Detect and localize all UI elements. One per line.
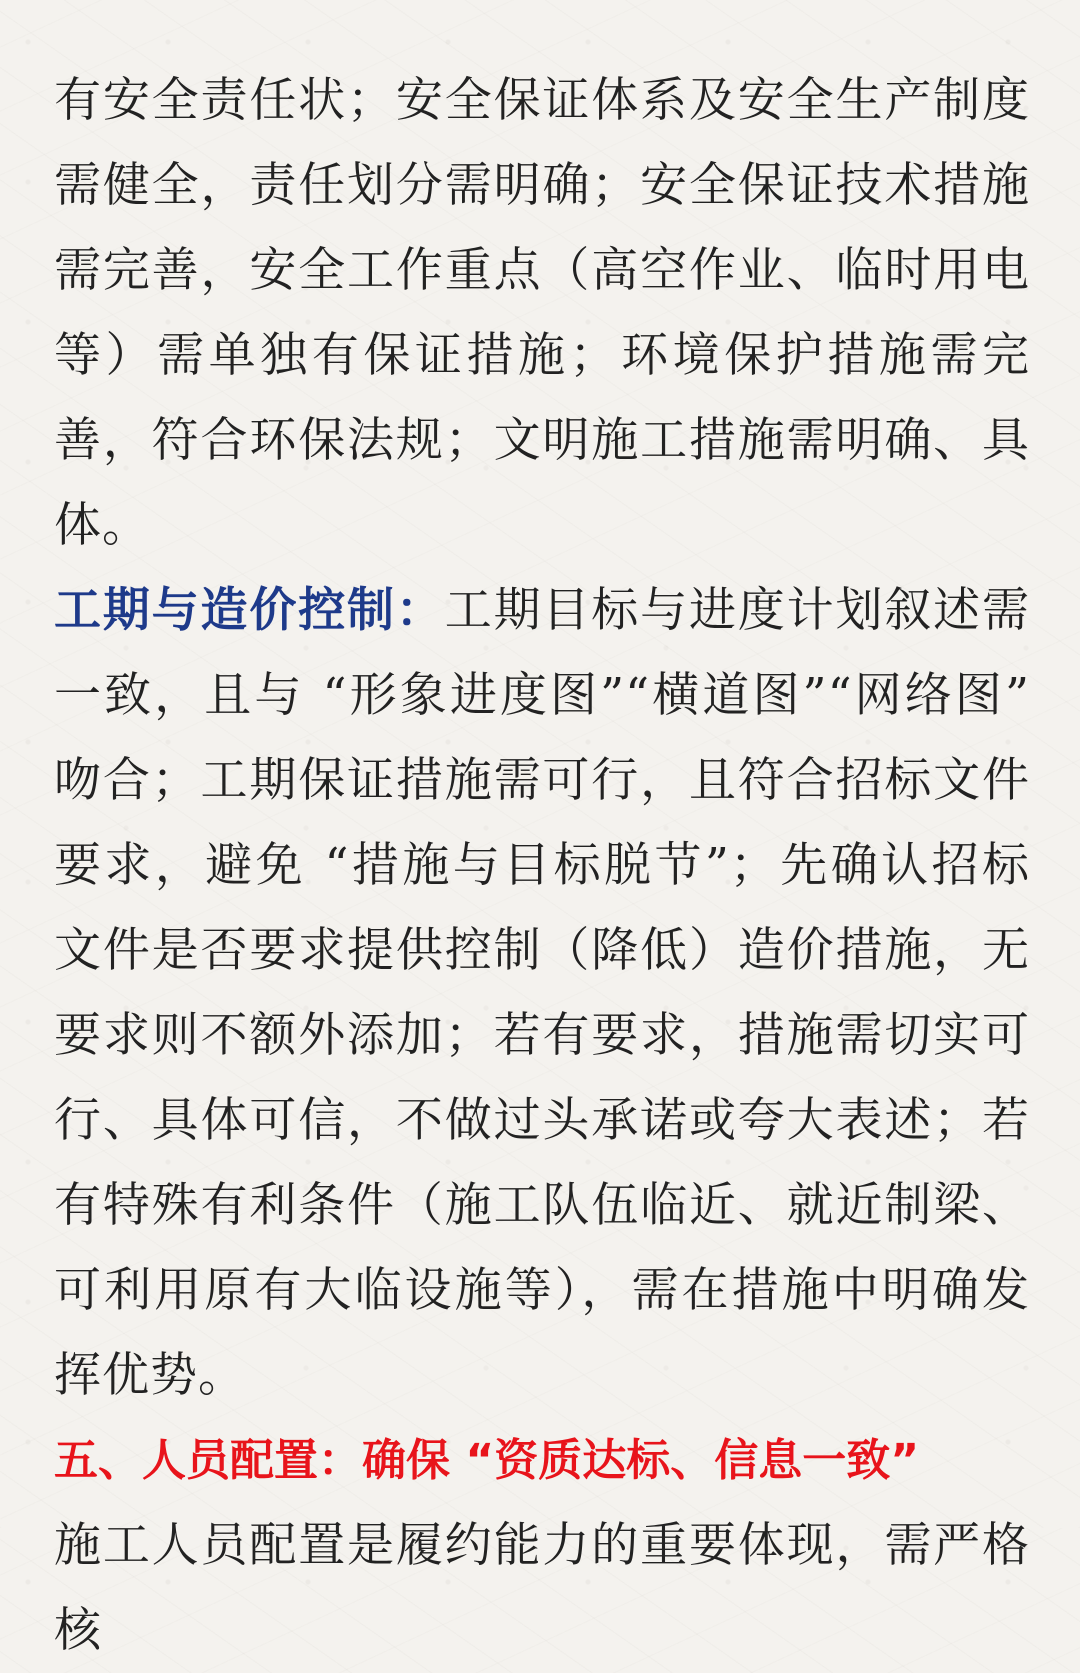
schedule-cost-label: 工期与造价控制：: [54, 583, 445, 638]
paragraph-safety-measures: [54, 58, 1030, 568]
document-page: [54, 58, 1030, 1673]
paragraph-schedule-text: 工期目标与进度计划叙述需一致，且与 “形象进度图”“横道图”“网络图” 吻合；工期保证措施需可行，且符合招标文件要求，避免 “措施与目标脱节”；先确认招标文件是否要求提供控制（降低）造价措施，无要求则不额外添加；若有要求，措施需切实可行、具体可信，不做过头承诺或夸大表述；若有特殊有利条件（施工队伍临近、就近制梁、可利用原有大临设施等），需在措施中明确发挥优势。: [54, 583, 1031, 1403]
paragraph-staff-text: 施工人员配置是履约能力的重要体现，需严格核: [54, 1518, 1030, 1658]
paragraph-staff-config: [54, 1503, 1030, 1673]
paragraph-safety-text: 有安全责任状；安全保证体系及安全生产制度需健全，责任划分需明确；安全保证技术措施需完善，安全工作重点（高空作业、临时用电等）需单独有保证措施；环境保护措施需完善，符合环保法规；文明施工措施需明确、具体。: [54, 73, 1030, 553]
section-five-heading: 五、人员配置：确保 “资质达标、信息一致”: [54, 1435, 920, 1486]
paragraph-schedule-cost: [54, 568, 1030, 1418]
